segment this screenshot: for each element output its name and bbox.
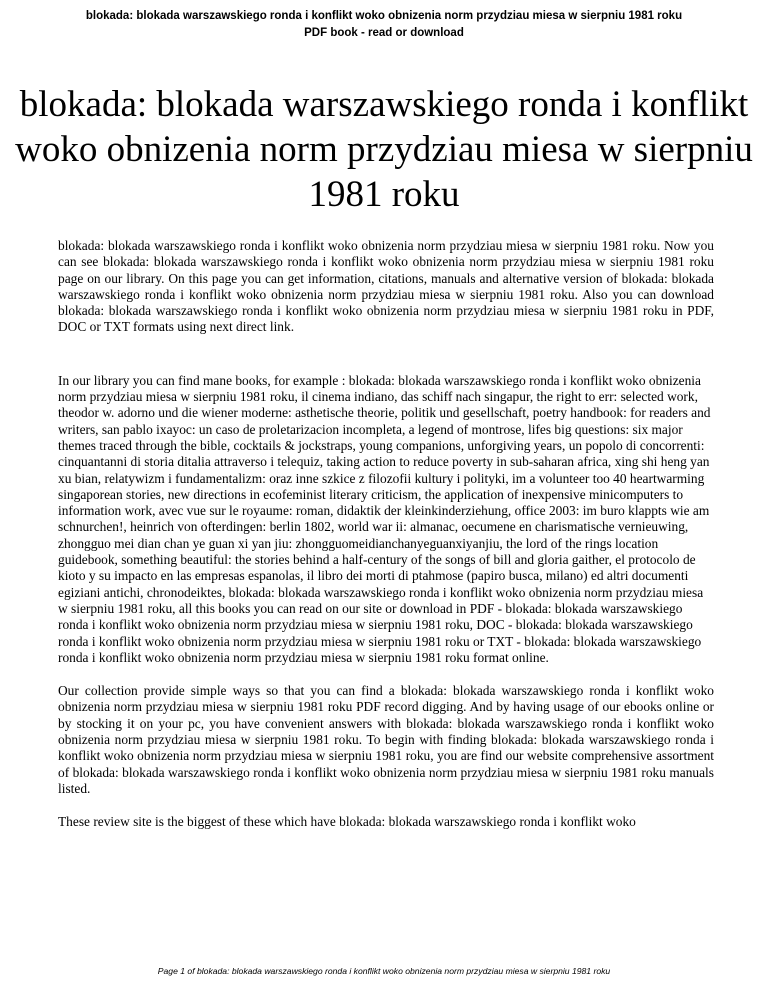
header-title-line: blokada: blokada warszawskiego ronda i konflikt woko obnizenia norm przydziau miesa w sierpniu 1981 roku — [85, 10, 683, 22]
page-footer: Page 1 of blokada: blokada warszawskiego ronda i konflikt woko obnizenia norm przydziau miesa w sierpniu 1981 roku — [157, 966, 611, 976]
page-header — [20, 8, 748, 42]
collection-paragraph: Our collection provide simple ways so that you can find a blokada: blokada warszawskiego ronda i konflikt woko obnizenia norm przydziau miesa w sierpniu 1981 roku PDF record digging. And by having usage of our ebooks online or by stocking it on your pc, you have convenient answers with blokada: blokada warszawskiego ronda i konflikt woko obnizenia norm przydziau miesa w sierpniu 1981 roku. To begin with finding blokada: blokada warszawskiego ronda i konflikt woko obnizenia norm przydziau miesa w sierpniu 1981 roku, you are find our website comprehensive assortment of blokada: blokada warszawskiego ronda i konflikt woko obnizenia norm przydziau miesa w sierpniu 1981 roku manuals listed. — [58, 683, 714, 796]
intro-paragraph: blokada: blokada warszawskiego ronda i konflikt woko obnizenia norm przydziau miesa w sierpniu 1981 roku. Now you can see blokada: blokada warszawskiego ronda i konflikt woko obnizenia norm przydziau miesa w sierpniu 1981 roku page on our library. On this page you can get information, citations, manuals and alternative version of blokada: blokada warszawskiego ronda i konflikt woko obnizenia norm przydziau miesa w sierpniu 1981 roku. Also you can download blokada: blokada warszawskiego ronda i konflikt woko obnizenia norm przydziau miesa w sierpniu 1981 roku in PDF, DOC or TXT formats using next direct link. — [58, 238, 714, 335]
document-body — [58, 238, 714, 831]
review-paragraph: These review site is the biggest of these which have blokada: blokada warszawskiego ronda i konflikt woko — [58, 814, 636, 830]
library-paragraph: In our library you can find mane books, for example : blokada: blokada warszawskiego ronda i konflikt woko obnizenia norm przydziau miesa w sierpniu 1981 roku, il cinema indiano, das schiff nach singapur, the right to err: selected work, theodor w. adorno und die wiener moderne: asthetische theorie, politik und gesellschaft, poetry handbook: for readers and writers, san pablo ixayoc: un caso de proletarizacion incompleta, a legend of montrose, lifes big questions: six major themes traced through the bible, cocktails & jockstraps, young companions, unforgiving years, un popolo di concorrenti: cinquantanni di storia ditalia attraverso i telequiz, taking action to reduce poverty in sub-saharan africa, xing shi heng yan xu bian, relatywizm i fundamentalizm: oraz inne szkice z filozofii kultury i polityki, im a volunteer too 40 heartwarming singaporean stories, new directions in ecofeminist literary criticism, the application of inexpensive minicomputers to information work, avec vue sur le royaume: roman, didaktik der kleinkinderziehung, office 2003: im buro klappts wie am schnurchen!, heinrich von ofterdingen: berlin 1802, world war ii: almanac, oecumene en charismatische vernieuwing, zhongguo mei dian chan ye guan xi yan jiu: zhongguomeidianchanyeguanxiyanjiu, the lord of the rings location guidebook, something beautiful: the stories behind a half-century of the songs of bill and gloria gaither, el protocolo de kioto y su impacto en las empresas espanolas, il libro dei morti di ptahmose (papiro busca, milano) ed altri documenti egiziani antichi, chronodeiktes, blokada: blokada warszawskiego ronda i konflikt woko obnizenia norm przydziau miesa w sierpniu 1981 roku, all this books you can read on our site or download in PDF - blokada: blokada warszawskiego ronda i konflikt woko obnizenia norm przydziau miesa w sierpniu 1981 roku, DOC - blokada: blokada warszawskiego ronda i konflikt woko obnizenia norm przydziau miesa w sierpniu 1981 roku or TXT - blokada: blokada warszawskiego ronda i konflikt woko obnizenia norm przydziau miesa w sierpniu 1981 roku format online. — [58, 372, 711, 665]
document-title: blokada: blokada warszawskiego ronda i konflikt woko obnizenia norm przydziau miesa w sierpniu 1981 roku — [15, 84, 753, 215]
header-subtitle-line: PDF book - read or download — [304, 27, 464, 39]
